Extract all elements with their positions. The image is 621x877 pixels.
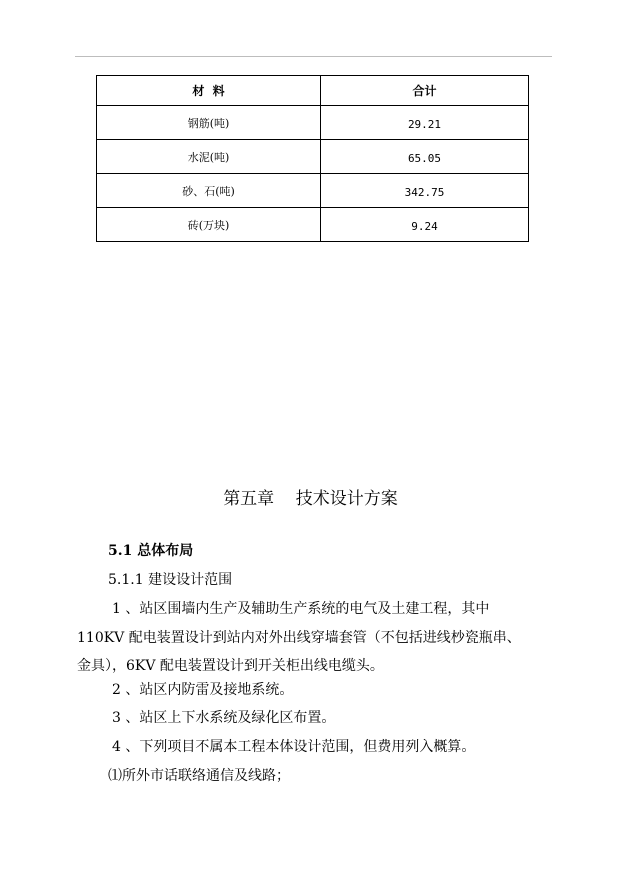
section-heading: 5.1 总体布局 bbox=[108, 543, 194, 559]
table-row bbox=[97, 208, 529, 242]
column-header-total: 合计 bbox=[321, 76, 529, 106]
material-cell: 水泥(吨) bbox=[97, 140, 321, 174]
paragraph-line: 1 、站区围墙内生产及辅助生产系统的电气及土建工程，其中 bbox=[112, 601, 490, 617]
column-header-material: 材 料 bbox=[97, 76, 321, 106]
table-row bbox=[97, 140, 529, 174]
table-row bbox=[97, 174, 529, 208]
paragraph-line: 110KV 配电装置设计到站内对外出线穿墙套管（不包括进线杪瓷瓶串、 bbox=[77, 630, 521, 646]
table-row bbox=[97, 106, 529, 140]
material-cell: 砖(万块) bbox=[97, 208, 321, 242]
total-cell: 65.05 bbox=[321, 140, 529, 174]
total-cell: 29.21 bbox=[321, 106, 529, 140]
paragraph-line: 4 、下列项目不属本工程本体设计范围，但费用列入概算。 bbox=[112, 739, 476, 755]
header-rule bbox=[75, 56, 552, 57]
paragraph-line: 2 、站区内防雷及接地系统。 bbox=[112, 682, 294, 698]
paragraph-line: 金具），6KV 配电装置设计到开关柜出线电缆头。 bbox=[77, 658, 384, 674]
paragraph-line: ⑴所外市话联络通信及线路； bbox=[108, 768, 290, 784]
paragraph-line: 3 、站区上下水系统及绿化区布置。 bbox=[112, 710, 336, 726]
total-cell: 9.24 bbox=[321, 208, 529, 242]
material-cell: 砂、石(吨) bbox=[97, 174, 321, 208]
table-header-row bbox=[97, 76, 529, 106]
chapter-title: 第五章 技术设计方案 bbox=[223, 489, 398, 509]
materials-table bbox=[96, 75, 529, 242]
total-cell: 342.75 bbox=[321, 174, 529, 208]
material-cell: 钢筋(吨) bbox=[97, 106, 321, 140]
subsection-heading: 5.1.1 建设设计范围 bbox=[108, 572, 233, 588]
